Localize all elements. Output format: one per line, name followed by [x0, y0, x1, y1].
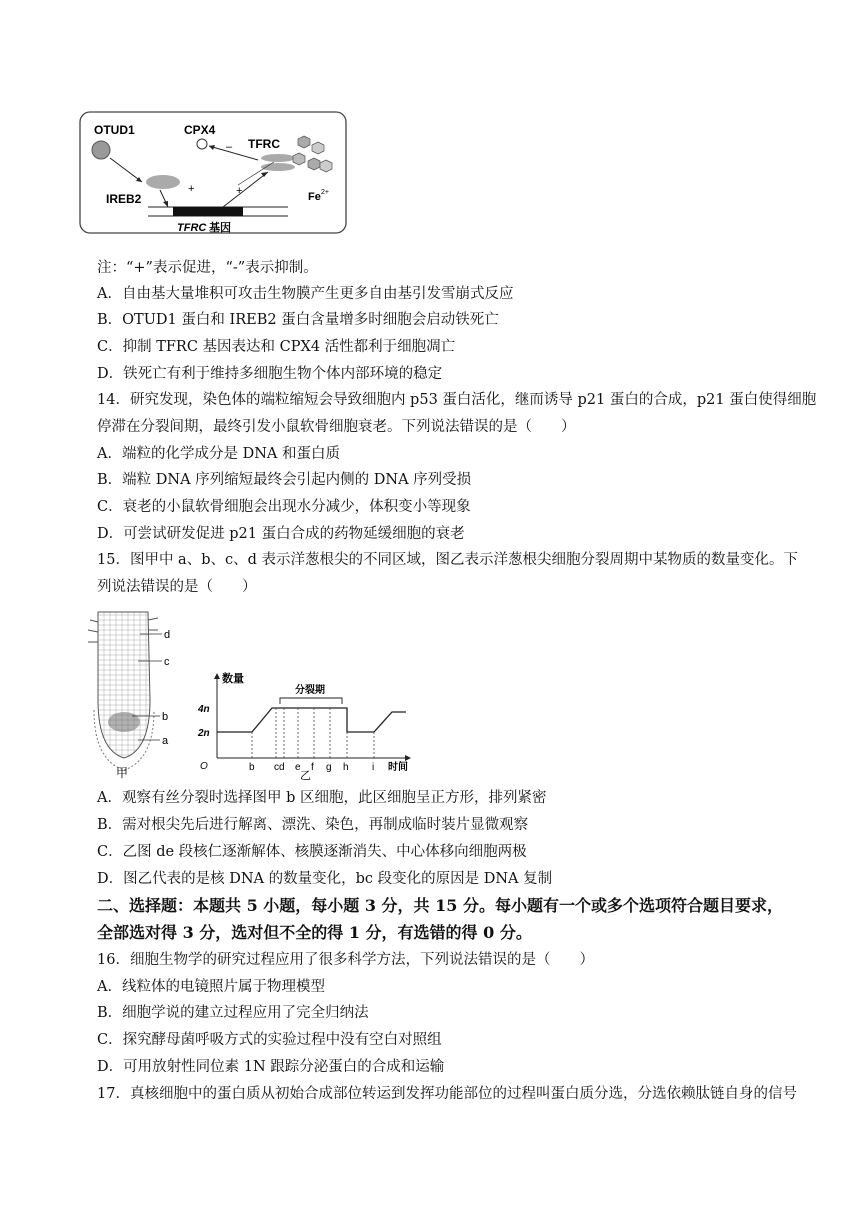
q16-option-d: D．可用放射性同位素 1N 跟踪分泌蛋白的合成和运输 [97, 1059, 445, 1075]
q16-option-b: B．细胞学说的建立过程应用了完全归纳法 [97, 1005, 369, 1021]
quantity-curve [217, 708, 406, 732]
origin-label: O [200, 761, 208, 772]
x-tick-h: h [343, 762, 349, 773]
gene-to-tfrc-arrow [223, 172, 268, 207]
fe-hexagon-icon-4 [308, 158, 320, 170]
note-text: 注：“+”表示促进，“-”表示抑制。 [97, 260, 318, 276]
q14-option-a: A．端粒的化学成分是 DNA 和蛋白质 [97, 446, 340, 462]
q15-option-d: D．图乙代表的是核 DNA 的数量变化，bc 段变化的原因是 DNA 复制 [97, 871, 553, 887]
q15-stem-line1: 15．图甲中 a、b、c、d 表示洋葱根尖的不同区域，图乙表示洋葱根尖细胞分裂周期中某物质的数量变化。下 [97, 552, 798, 568]
q15-option-a: A．观察有丝分裂时选择图甲 b 区细胞，此区细胞呈正方形，排列紧密 [97, 790, 547, 806]
period-dividers [252, 708, 374, 758]
region-label-b: b [162, 711, 169, 723]
q14-stem-line2: 停滞在分裂间期，最终引发小鼠软骨细胞衰老。下列说法错误的是（ ） [97, 419, 576, 435]
x-tick-b: b [249, 762, 255, 773]
figure-caption-jia: 甲 [116, 766, 129, 780]
ireb2-arrowhead [163, 201, 168, 207]
ireb2-protein-icon [146, 175, 180, 189]
q16-option-a: A．线粒体的电镜照片属于物理模型 [97, 979, 325, 995]
x-tick-i: i [372, 762, 375, 773]
otud1-label: OTUD1 [94, 123, 135, 137]
division-period-bracket [280, 698, 342, 704]
plus-sign-2: + [236, 185, 243, 197]
q15-stem-line2: 列说法错误的是（ ） [97, 579, 257, 595]
q13-option-c: C．抑制 TFRC 基因表达和 CPX4 活性都利于细胞凋亡 [97, 339, 456, 355]
fe-hexagon-icon-3 [293, 153, 305, 165]
dna-quantity-graph [192, 668, 424, 780]
ireb2-label: IREB2 [106, 192, 142, 206]
x-axis-arrowhead [405, 755, 411, 761]
fe-superscript: 2+ [321, 189, 329, 196]
x-axis-label: 时间 [388, 762, 408, 773]
q17-stem: 17．真核细胞中的蛋白质从初始合成部位转运到发挥功能部位的过程叫蛋白质分选，分选依赖肽链自身的信号 [97, 1086, 797, 1102]
y-axis-arrowhead [214, 673, 220, 679]
q14-option-d: D．可尝试研发促进 p21 蛋白合成的药物延缓细胞的衰老 [97, 526, 465, 542]
q13-option-b: B．OTUD1 蛋白和 IREB2 蛋白含量增多时细胞会启动铁死亡 [97, 312, 499, 328]
q14-option-c: C．衰老的小鼠软骨细胞会出现水分减少，体积变小等现象 [97, 499, 471, 515]
tfrc-gene-block [173, 207, 243, 216]
pathway-figure [78, 110, 348, 235]
y-axis-label: 数量 [222, 673, 244, 685]
gene-label: TFRC [177, 222, 207, 234]
otud1-arrow [110, 158, 142, 182]
division-period-label: 分裂期 [295, 685, 325, 696]
root-hair [148, 618, 158, 620]
q16-option-c: C．探究酵母菌呼吸方式的实验过程中没有空白对照组 [97, 1032, 442, 1048]
region-label-c: c [164, 656, 170, 668]
root-tip-figure [80, 610, 180, 780]
q15-option-b: B．需对根尖先后进行解离、漂洗、染色，再制成临时装片显微观察 [97, 817, 529, 833]
gene-suffix-label: 基因 [209, 222, 231, 234]
x-tick-g: g [326, 762, 332, 773]
pathway-diagram [78, 110, 348, 235]
region-label-d: d [164, 629, 171, 641]
y-tick-2n: 2n [198, 728, 210, 739]
plus-sign-1: + [188, 183, 195, 195]
q14-stem-line1: 14．研究发现，染色体的端粒缩短会导致细胞内 p53 蛋白活化，继而诱导 p21 蛋白的合成，p21 蛋白使得细胞 [97, 392, 817, 408]
minus-sign: – [226, 141, 233, 153]
fe-hexagon-icon-2 [312, 142, 324, 154]
fe-label: Fe [308, 191, 321, 203]
fe-hexagon-icon-1 [298, 136, 310, 148]
section2-heading-line2: 全部选对得 3 分，选对但不全的得 1 分，有选错的得 0 分。 [97, 923, 532, 942]
q13-option-a: A．自由基大量堆积可攻击生物膜产生更多自由基引发雪崩式反应 [97, 286, 514, 302]
cpx4-protein-icon [197, 139, 207, 149]
figure-caption-yi: 乙 [300, 770, 311, 780]
q15-option-c: C．乙图 de 段核仁逐渐解体、核膜逐渐消失、中心体移向细胞两极 [97, 844, 527, 860]
root-hair [88, 630, 98, 632]
root-hair [90, 620, 98, 622]
dna-graph-figure [192, 668, 424, 780]
x-tick-e: e [295, 762, 301, 773]
section2-heading-line1: 二、选择题：本题共 5 小题，每小题 3 分，共 15 分。每小题有一个或多个选项符合题目要求， [97, 896, 783, 915]
otud1-protein-icon [92, 141, 110, 159]
x-tick-cd: cd [274, 762, 285, 773]
cpx4-label: CPX4 [184, 123, 216, 137]
q16-stem: 16．细胞生物学的研究过程应用了很多科学方法，下列说法错误的是（ ） [97, 952, 594, 968]
y-tick-4n: 4n [198, 704, 210, 715]
root-tip-drawing [80, 610, 180, 780]
x-tick-f: f [311, 762, 314, 773]
region-label-a: a [162, 735, 169, 747]
tfrc-label: TFRC [248, 137, 280, 151]
fe-hexagon-icon-5 [320, 160, 332, 172]
meristem-zone [108, 712, 140, 732]
q14-option-b: B．端粒 DNA 序列缩短最终会引起内侧的 DNA 序列受损 [97, 472, 472, 488]
q13-option-d: D．铁死亡有利于维持多细胞生物个体内部环境的稳定 [97, 366, 443, 382]
tfrc-receptor-icon-top [261, 154, 295, 162]
